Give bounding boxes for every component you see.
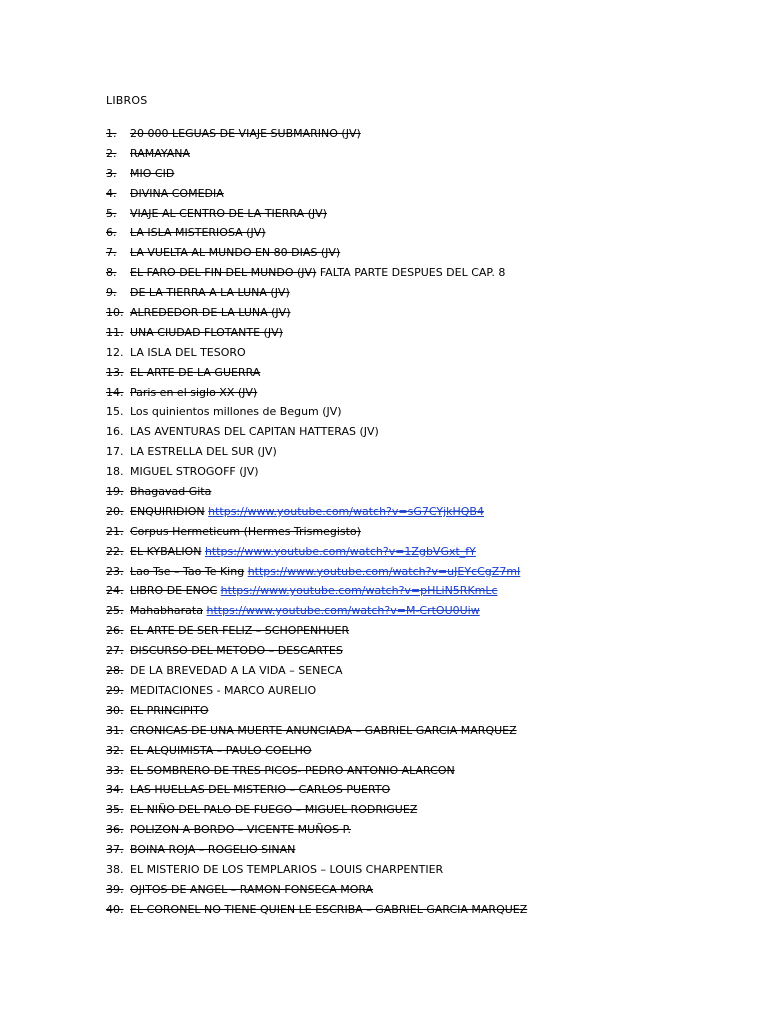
list-item-body (130, 800, 417, 820)
list-item-number: 28. (106, 664, 124, 678)
list-item-body (130, 502, 484, 522)
list-item-body (130, 641, 343, 661)
list-item-body (130, 840, 295, 860)
list-item-body (130, 761, 455, 781)
book-title: OJITOS DE ANGEL – RAMON FONSECA MORA (130, 882, 374, 896)
list-item-body (130, 402, 342, 422)
book-title: EL CORONEL NO TIENE QUIEN LE ESCRIBA – GABRIEL GARCIA MARQUEZ (130, 902, 528, 916)
list-item-number: 18. (106, 465, 124, 479)
book-title: LA ESTRELLA DEL SUR (JV) (130, 445, 277, 459)
book-title: EL ARTE DE SER FELIZ – SCHOPENHUER (130, 624, 350, 638)
list-item-body (130, 820, 351, 840)
list-item-number: 25. (106, 604, 124, 618)
list-item-number: 7. (106, 246, 117, 260)
list-item-number: 2. (106, 146, 117, 160)
book-title: LAS HUELLAS DEL MISTERIO – CARLOS PUERTO (130, 783, 391, 797)
book-title: LA ISLA DEL TESORO (130, 345, 246, 359)
list-item-body (130, 243, 340, 263)
book-title: LAS AVENTURAS DEL CAPITAN HATTERAS (JV) (130, 425, 379, 439)
book-title: ENQUIRIDION (130, 504, 205, 518)
book-title: EL ARTE DE LA GUERRA (130, 365, 261, 379)
list-item-body (130, 442, 277, 462)
book-title: EL KYBALION (130, 544, 202, 558)
book-title: LA VUELTA AL MUNDO EN 80 DIAS (JV) (130, 246, 341, 260)
list-item-number: 38. (106, 862, 124, 876)
list-item-body (130, 681, 316, 701)
list-item-number: 3. (106, 166, 117, 180)
book-title: RAMAYANA (130, 146, 191, 160)
book-title: Lao Tse – Tao Te King (130, 564, 245, 578)
list-item-body (130, 721, 517, 741)
list-item-number: 21. (106, 524, 124, 538)
list-item-number: 17. (106, 445, 124, 459)
list-item-number: 34. (106, 783, 124, 797)
list-item-body (130, 383, 257, 403)
list-item-body (130, 741, 312, 761)
list-item-body (130, 184, 224, 204)
list-item-number: 15. (106, 405, 124, 419)
list-item-body (130, 263, 505, 283)
document-title: LIBROS (106, 94, 148, 107)
list-item-body (130, 124, 361, 144)
book-note: FALTA PARTE DESPUES DEL CAP. 8 (316, 266, 506, 280)
list-item-number: 35. (106, 803, 124, 817)
book-title: Los quinientos millones de Begum (JV) (130, 405, 342, 419)
list-item-number: 40. (106, 902, 124, 916)
book-title: DIVINA COMEDIA (130, 186, 224, 200)
list-item-body (130, 661, 343, 681)
book-title: MIO CID (130, 166, 175, 180)
list-item-number: 5. (106, 206, 117, 220)
book-title: POLIZON A BORDO – VICENTE MUÑOS P. (130, 823, 351, 837)
list-item-number: 13. (106, 365, 124, 379)
list-item-number: 16. (106, 425, 124, 439)
youtube-link[interactable]: https://www.youtube.com/watch?v=1ZgbVGxt_fY (204, 544, 476, 558)
book-title: ALREDEDOR DE LA LUNA (JV) (130, 306, 291, 320)
book-title: DE LA BREVEDAD A LA VIDA – SENECA (130, 664, 343, 678)
list-item-number: 8. (106, 266, 117, 280)
list-item-body (130, 283, 290, 303)
list-item-body (130, 363, 260, 383)
list-item-body (130, 522, 361, 542)
list-item-body (130, 780, 390, 800)
list-item-number: 24. (106, 584, 124, 598)
list-item-number: 27. (106, 644, 124, 658)
book-title: EL NIÑO DEL PALO DE FUEGO – MIGUEL RODRIGUEZ (130, 803, 418, 817)
list-item-number: 12. (106, 345, 124, 359)
list-item-number: 33. (106, 763, 124, 777)
list-item-number: 30. (106, 703, 124, 717)
list-item-body (130, 601, 480, 621)
list-item-body (130, 542, 476, 562)
list-item-number: 9. (106, 286, 117, 300)
list-item-number: 22. (106, 544, 124, 558)
list-item-number: 26. (106, 624, 124, 638)
list-item-number: 36. (106, 823, 124, 837)
list-item-body (130, 701, 209, 721)
youtube-link[interactable]: https://www.youtube.com/watch?v=sG7CYjkHQB4 (208, 504, 484, 518)
list-item-number: 32. (106, 743, 124, 757)
list-item-body (130, 482, 211, 502)
list-item-number: 20. (106, 504, 124, 518)
book-title: EL MISTERIO DE LOS TEMPLARIOS – LOUIS CHARPENTIER (130, 862, 444, 876)
list-item-body (130, 581, 498, 601)
list-item-body (130, 164, 174, 184)
youtube-link[interactable]: https://www.youtube.com/watch?v=pHLiN5RKmLc (220, 584, 498, 598)
list-item-body (130, 422, 379, 442)
list-item-number: 1. (106, 127, 117, 140)
list-item-body (130, 204, 327, 224)
list-item-body (130, 880, 373, 900)
list-item-body (130, 562, 520, 582)
list-item-body (130, 621, 349, 641)
list-item-body (130, 860, 443, 880)
list-item-number: 37. (106, 843, 124, 857)
youtube-link[interactable]: https://www.youtube.com/watch?v=uJEYcCgZ7mI (247, 564, 521, 578)
list-item-number: 23. (106, 564, 124, 578)
list-item-number: 19. (106, 485, 124, 499)
list-item-body (130, 144, 190, 164)
list-item-body (130, 323, 283, 343)
list-item-body (130, 343, 246, 363)
list-item-number: 10. (106, 306, 124, 320)
list-item-number: 4. (106, 186, 117, 200)
book-title: Paris en el siglo XX (JV) (130, 385, 258, 399)
book-title: EL FARO DEL FIN DEL MUNDO (JV) (130, 266, 317, 280)
list-item-number: 14. (106, 385, 124, 399)
book-title: LA ISLA MISTERIOSA (JV) (130, 226, 266, 240)
book-title: Mahabharata (130, 604, 203, 618)
book-title: UNA CIUDAD FLOTANTE (JV) (130, 325, 283, 339)
list-item-body (130, 223, 266, 243)
book-title: VIAJE AL CENTRO DE LA TIERRA (JV) (130, 206, 327, 220)
book-title: Bhagavad Gita (130, 485, 212, 499)
book-title: MIGUEL STROGOFF (JV) (130, 465, 259, 479)
book-title: LIBRO DE ENOC (130, 584, 218, 598)
book-title: DE LA TIERRA A LA LUNA (JV) (130, 286, 290, 300)
list-item-number: 6. (106, 226, 117, 240)
list-item-body (130, 462, 259, 482)
list-item-number: 31. (106, 723, 124, 737)
book-title: MEDITACIONES - MARCO AURELIO (130, 683, 317, 697)
book-title: EL PRINCIPITO (130, 703, 209, 717)
list-item-body (130, 900, 527, 920)
book-title: BOINA ROJA – ROGELIO SINAN (130, 843, 296, 857)
list-item-number: 11. (106, 325, 124, 339)
book-title: DISCURSO DEL METODO – DESCARTES (130, 644, 343, 658)
book-title: 20 000 LEGUAS DE VIAJE SUBMARINO (JV) (130, 127, 361, 140)
list-item-number: 39. (106, 882, 124, 896)
book-title: Corpus Hermeticum (Hermes Trismegisto) (130, 524, 361, 538)
list-item-body (130, 303, 291, 323)
book-title: CRONICAS DE UNA MUERTE ANUNCIADA – GABRIEL GARCIA MARQUEZ (130, 723, 517, 737)
list-item-number: 29. (106, 683, 124, 697)
book-title: EL ALQUIMISTA – PAULO COELHO (130, 743, 312, 757)
book-title: EL SOMBRERO DE TRES PICOS- PEDRO ANTONIO ALARCON (130, 763, 455, 777)
youtube-link[interactable]: https://www.youtube.com/watch?v=M-CrtOU0Uiw (206, 604, 480, 618)
